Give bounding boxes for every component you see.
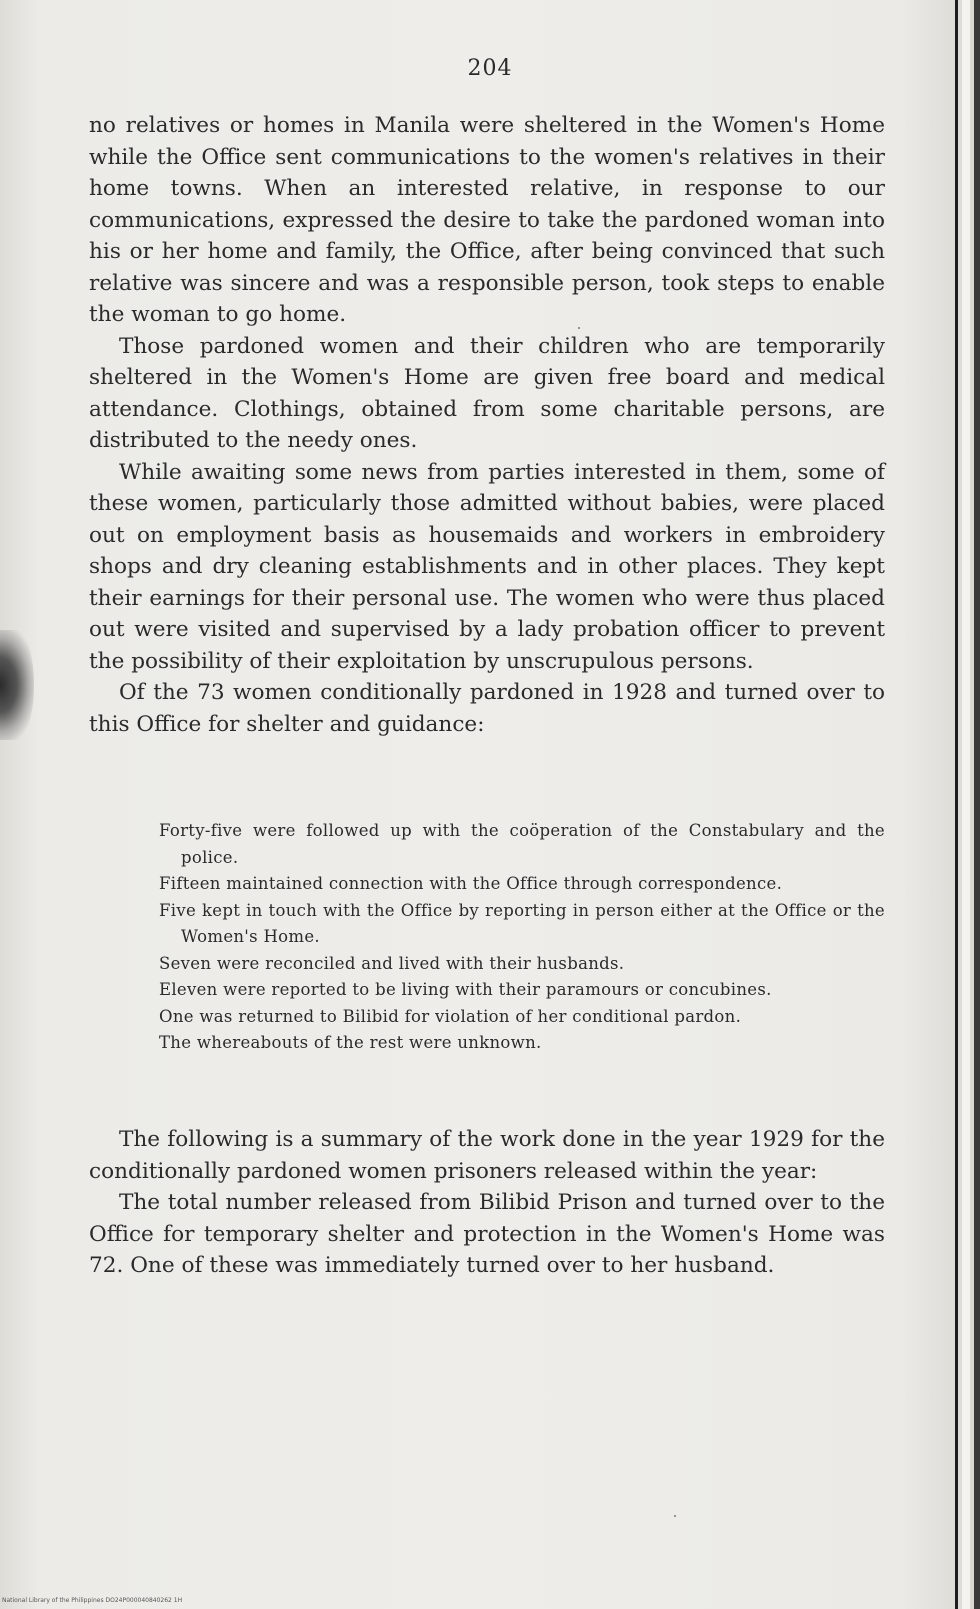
stray-mark xyxy=(578,327,580,329)
list-item: Seven were reconciled and lived with their husbands. xyxy=(159,953,625,973)
stray-mark xyxy=(674,1515,676,1517)
paragraph: Those pardoned women and their children who are temporarily sheltered in the Women's Home are given free board and medical attendance. Clothings, obtained from some charitable persons, are distributed to the needy ones. xyxy=(89,333,885,453)
paragraph-continued: no relatives or homes in Manila were sheltered in the Women's Home while the Office sent communications to the women's relatives in their home towns. When an interested relative, in response to our communications, expressed the desire to take the pardoned woman into his or her home and family, the Office, after being convinced that such relative was sincere and was a responsible person, took steps to enable the woman to go home. xyxy=(89,113,885,327)
list-item: Eleven were reported to be living with their paramours or concubines. xyxy=(159,980,772,999)
list-item: The whereabouts of the rest were unknown. xyxy=(159,1033,542,1052)
paragraph: While awaiting some news from parties interested in them, some of these women, particularly those admitted without babies, were placed out on employment basis as housemaids and workers in embroidery shops and dry cleaning establishments and in other places. They kept their earnings for their personal use. The women who were thus placed out were visited and supervised by a lady probation officer to prevent the possibility of their exploitation by unscrupulous persons. xyxy=(89,459,885,674)
list-item: Five kept in touch with the Office by reporting in person either at the Office or the Women's Home. xyxy=(159,900,885,946)
page-number: 204 xyxy=(467,56,513,81)
page-edge-light xyxy=(962,0,970,1609)
thumb-smudge xyxy=(0,630,34,740)
list-item: Fifteen maintained connection with the Office through correspondence. xyxy=(159,874,783,893)
page-edge-line xyxy=(955,0,958,1609)
paragraph: The total number released from Bilibid Prison and turned over to the Office for temporary shelter and protection in the Women's Home was 72. One of these was immediately turned over to her husband. xyxy=(89,1190,885,1278)
page-edge-shadow xyxy=(974,0,980,1609)
list-item: One was returned to Bilibid for violation of her conditional pardon. xyxy=(159,1006,742,1026)
digitization-footer: National Library of the Philippines DO24P000040840262 1H xyxy=(2,1597,183,1604)
body-text-bottom xyxy=(89,1124,885,1282)
list-item: Forty-five were followed up with the coöperation of the Constabulary and the police. xyxy=(159,821,885,867)
outcome-list xyxy=(159,818,885,1057)
body-text-top xyxy=(89,110,885,740)
paragraph: Of the 73 women conditionally pardoned in 1928 and turned over to this Office for shelter and guidance: xyxy=(89,680,885,737)
paragraph: The following is a summary of the work done in the year 1929 for the conditionally pardoned women prisoners released within the year: xyxy=(89,1127,885,1184)
